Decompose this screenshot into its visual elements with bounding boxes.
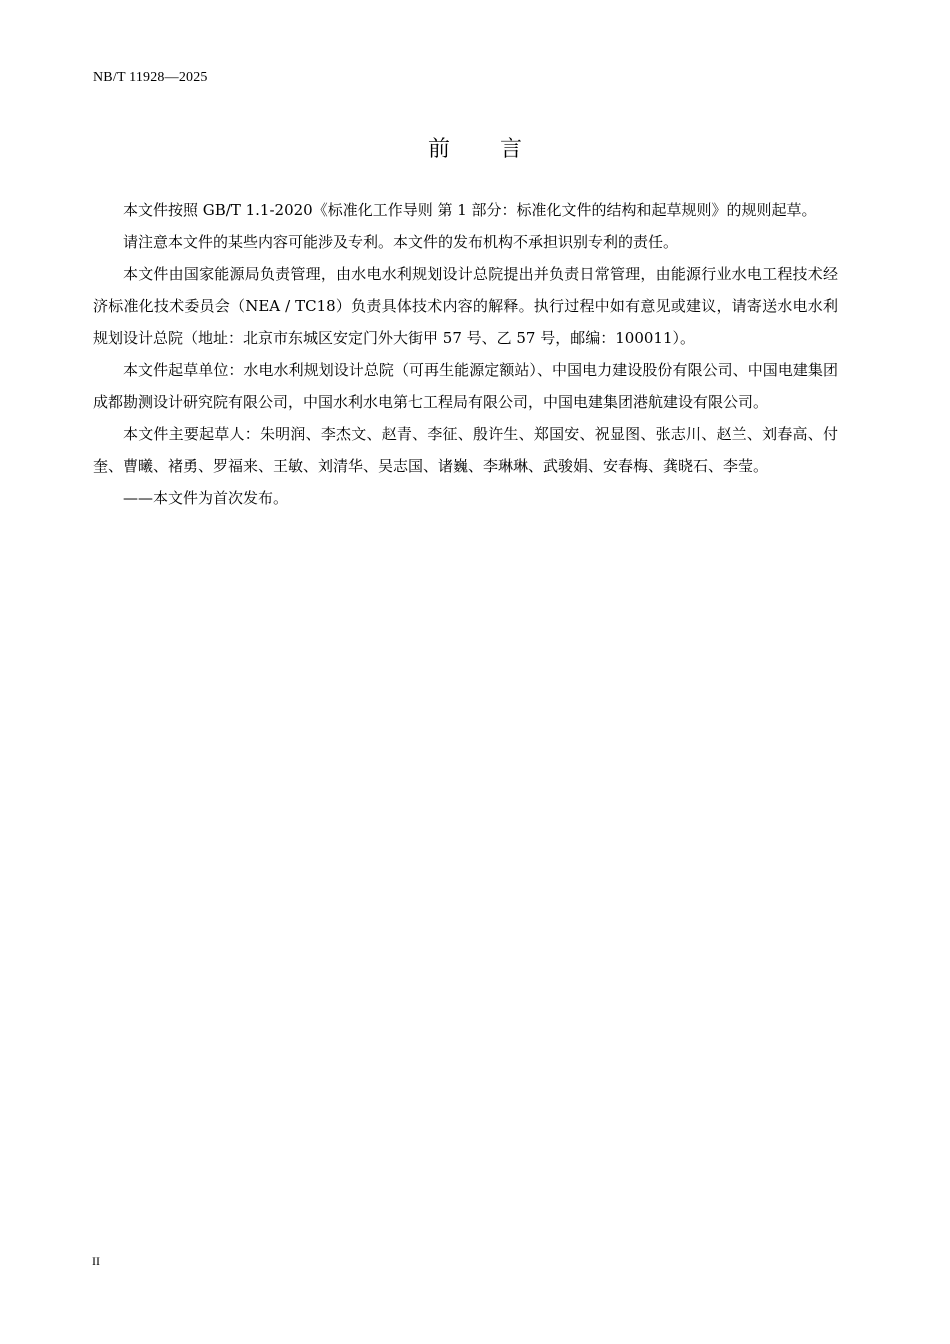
paragraph-patent-notice: 请注意本文件的某些内容可能涉及专利。本文件的发布机构不承担识别专利的责任。 <box>123 233 679 251</box>
document-body <box>93 194 838 514</box>
page-title: 前言 <box>427 137 572 162</box>
paragraph-first-release: ——本文件为首次发布。 <box>123 489 289 507</box>
paragraph-management: 本文件由国家能源局负责管理，由水电水利规划设计总院提出并负责日常管理，由能源行业水电工程技术经济标准化技术委员会（NEA / TC18）负责具体技术内容的解释。执行过程中如有意见或建议，请寄送水电水利规划设计总院（地址：北京市东城区安定门外大街甲 57 号、乙 57 号，邮编：100011）。 <box>93 265 838 347</box>
paragraph-drafting-rules: 本文件按照 GB/T 1.1-2020《标准化工作导则 第 1 部分：标准化文件的结构和起草规则》的规则起草。 <box>123 201 817 219</box>
page-number: II <box>92 1254 100 1268</box>
paragraph-drafting-units: 本文件起草单位：水电水利规划设计总院（可再生能源定额站）、中国电力建设股份有限公司、中国电建集团成都勘测设计研究院有限公司，中国水利水电第七工程局有限公司，中国电建集团港航建设有限公司。 <box>93 361 838 411</box>
paragraph-drafters: 本文件主要起草人：朱明润、李杰文、赵青、李征、殷许生、郑国安、祝显图、张志川、赵兰、刘春高、付奎、曹曦、褚勇、罗福来、王敏、刘清华、吴志国、诸巍、李琳琳、武骏娟、安春梅、龚晓石、李莹。 <box>93 425 838 475</box>
document-code: NB/T 11928—2025 <box>93 70 208 85</box>
